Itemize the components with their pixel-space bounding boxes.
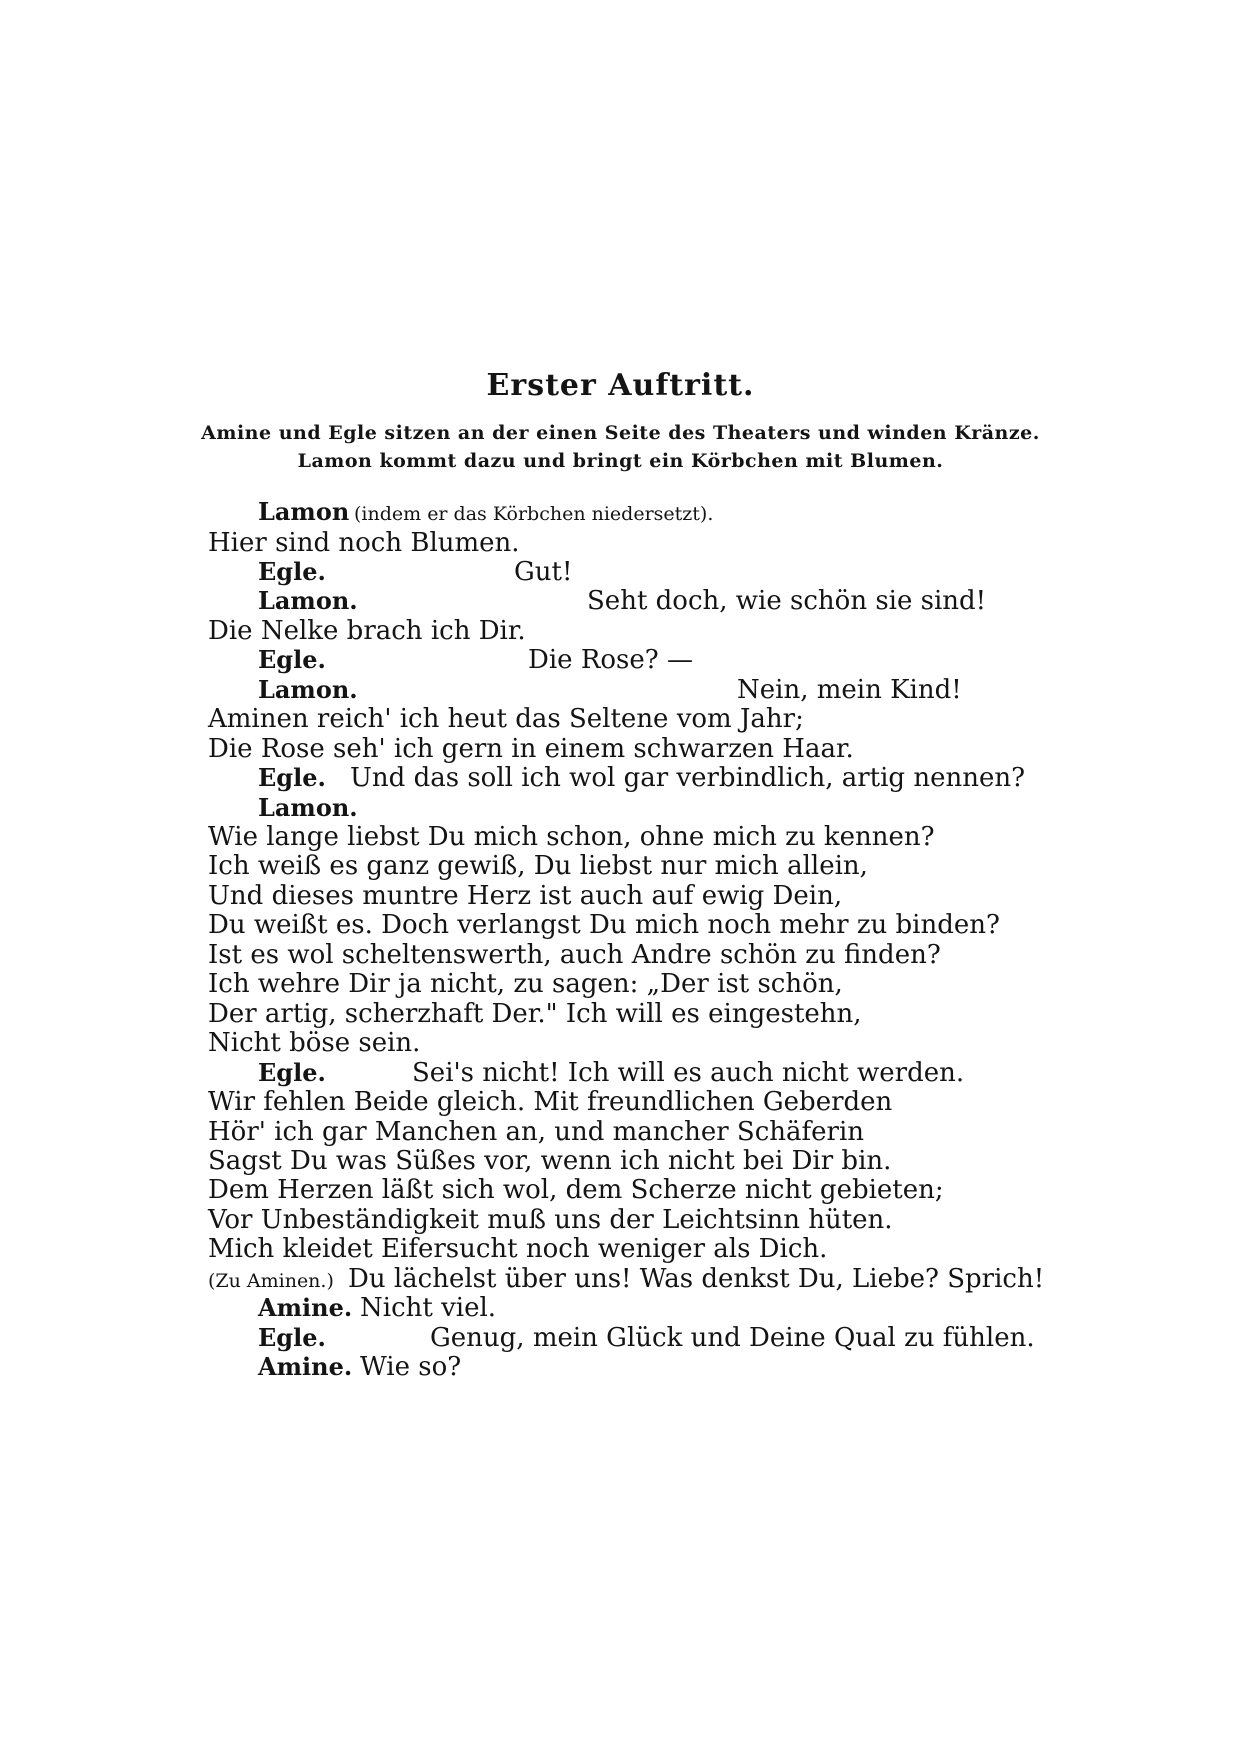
- verse-line: Sagst Du was Süßes vor, wenn ich nicht bei Dir bin.: [208, 1146, 892, 1176]
- stage-direction-line: Lamon kommt dazu und bringt ein Körbchen mit Blumen.: [297, 450, 944, 472]
- verse-line: Der artig, scherzhaft Der." Ich will es eingestehn,: [208, 999, 862, 1029]
- verse-line: Dem Herzen läßt sich wol, dem Scherze nicht gebieten;: [208, 1175, 944, 1205]
- verse-line: Wir fehlen Beide gleich. Mit freundlichen Geberden: [208, 1087, 893, 1117]
- stage-direction: (Zu Aminen.): [208, 1270, 334, 1292]
- speaker-name: Egle.: [258, 1058, 326, 1087]
- verse-line: Wie lange liebst Du mich schon, ohne mich zu kennen?: [208, 822, 935, 852]
- verse-line: Wie so?: [360, 1352, 462, 1382]
- speaker-name: Lamon.: [258, 675, 358, 704]
- verse-line: Die Rose? —: [528, 645, 693, 675]
- verse-line: Hier sind noch Blumen.: [208, 528, 520, 558]
- verse-line: Nicht böse sein.: [208, 1028, 421, 1058]
- speaker-name: Lamon.: [258, 793, 358, 822]
- verse-line: Die Nelke brach ich Dir.: [208, 616, 526, 646]
- speaker-name: Lamon: [258, 497, 350, 526]
- verse-line: Du weißt es. Doch verlangst Du mich noch mehr zu binden?: [208, 910, 1000, 940]
- speaker-name: Amine.: [258, 1293, 353, 1322]
- verse-line: Und das soll ich wol gar verbindlich, artig nennen?: [350, 763, 1026, 793]
- speaker-name: Egle.: [258, 763, 326, 792]
- verse-line: Aminen reich' ich heut das Seltene vom Jahr;: [208, 704, 804, 734]
- speaker-name: Egle.: [258, 1323, 326, 1352]
- verse-line: Die Rose seh' ich gern in einem schwarzen Haar.: [208, 734, 854, 764]
- speaker-name: Amine.: [258, 1352, 353, 1381]
- verse-line: Nicht viel.: [360, 1293, 497, 1323]
- verse-line: Seht doch, wie schön sie sind!: [587, 586, 987, 616]
- speaker-name: Egle.: [258, 557, 326, 586]
- stage-direction-line: Amine und Egle sitzen an der einen Seite des Theaters und winden Kränze.: [201, 422, 1040, 444]
- verse-line: Gut!: [514, 557, 573, 587]
- scene-heading: Erster Auftritt.: [486, 368, 755, 403]
- verse-line: Ist es wol scheltenswerth, auch Andre schön zu finden?: [208, 940, 941, 970]
- speaker-name: Lamon.: [258, 586, 358, 615]
- verse-line: Hör' ich gar Manchen an, und mancher Schäferin: [208, 1117, 865, 1147]
- verse-line: Vor Unbeständigkeit muß uns der Leichtsinn hüten.: [208, 1205, 893, 1235]
- verse-line: Und dieses muntre Herz ist auch auf ewig Dein,: [208, 881, 843, 911]
- verse-line: Sei's nicht! Ich will es auch nicht werden.: [412, 1058, 965, 1088]
- verse-line: Nein, mein Kind!: [737, 675, 962, 705]
- verse-line: Mich kleidet Eifersucht noch weniger als Dich.: [208, 1234, 828, 1264]
- verse-line: Ich wehre Dir ja nicht, zu sagen: „Der ist schön,: [208, 969, 843, 999]
- speaker-name: Egle.: [258, 645, 326, 674]
- verse-line: Du lächelst über uns! Was denkst Du, Liebe? Sprich!: [348, 1264, 1045, 1294]
- verse-line: Ich weiß es ganz gewiß, Du liebst nur mich allein,: [208, 851, 868, 881]
- stage-direction: (indem er das Körbchen niedersetzt).: [354, 503, 714, 525]
- verse-line: Genug, mein Glück und Deine Qual zu fühlen.: [430, 1323, 1035, 1353]
